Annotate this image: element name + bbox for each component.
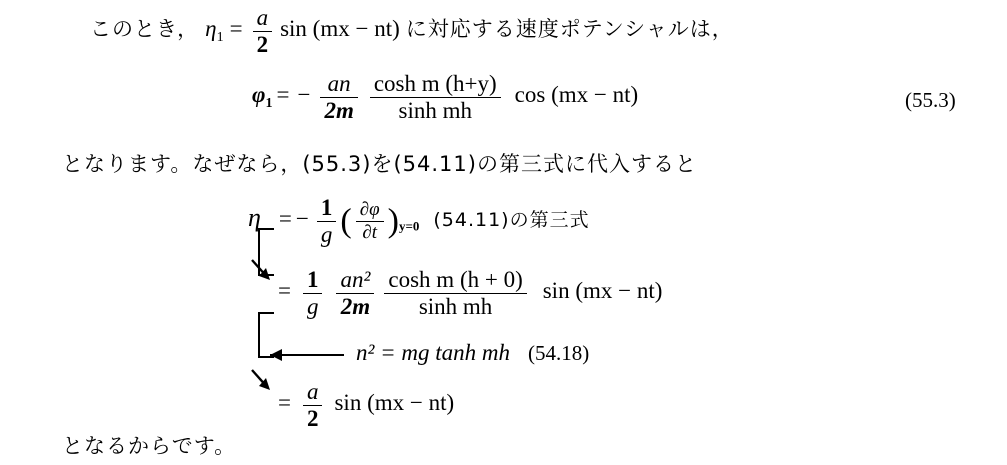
step1-minus: − — [295, 205, 309, 231]
derivation-step-2 — [278, 268, 662, 321]
eq553-frac2-denominator: sinh mh — [398, 97, 472, 123]
eq553-phi-symbol: φ — [252, 81, 266, 107]
derivation-step-1 — [248, 196, 590, 249]
derivation-step-3 — [356, 340, 589, 366]
step1-paren-subscript: y=0 — [398, 218, 420, 234]
arrow-down-icon-2 — [250, 368, 276, 394]
step1-partial-numerator: ∂φ — [356, 199, 384, 221]
step4-sin-term: sin (mx − nt) — [334, 389, 455, 415]
paragraph-line-3: となるからです。 — [62, 434, 237, 458]
line1-frac-denominator: 2 — [256, 31, 269, 57]
step2-frac1-numerator: 1 — [303, 267, 323, 294]
step1-paren-close: ) — [387, 202, 399, 240]
paragraph-line-2: となります。なぜなら，(55.3)を(54.11)の第三式に代入すると — [62, 152, 697, 176]
line1-frac-numerator: a — [253, 5, 273, 32]
step2-frac3-denominator: sinh mh — [418, 293, 493, 319]
line1-equals: = — [229, 15, 243, 41]
step4-frac-numerator: a — [303, 379, 323, 406]
eq553-phi-subscript: 1 — [265, 95, 273, 111]
line1-eta-subscript: 1 — [216, 29, 224, 45]
line1-eta-symbol: η — [205, 15, 217, 41]
step1-annotation: (54.11)の第三式 — [433, 208, 590, 231]
arrow-down-icon-1 — [250, 258, 276, 284]
step4-equals: = — [278, 389, 291, 415]
step4-frac-denominator: 2 — [306, 405, 319, 431]
eq553-cos-term: cos (mx − nt) — [514, 81, 639, 107]
equation-55-3 — [252, 72, 638, 125]
line1-prefix-text: このとき， — [90, 16, 200, 41]
step1-eta-symbol: η — [248, 202, 261, 232]
arrow-left-icon — [270, 354, 344, 356]
eq553-equals: = — [276, 81, 290, 107]
step1-partial-denominator: ∂t — [362, 221, 377, 243]
derivation-step-4 — [278, 380, 454, 433]
paragraph-line-1 — [90, 6, 734, 59]
eq553-frac2-numerator: cosh m (h+y) — [370, 71, 501, 98]
step1-equals: = — [278, 205, 292, 231]
eq553-frac1-denominator: 2m — [324, 97, 354, 123]
step3-equation-number: (54.18) — [528, 341, 590, 365]
eq553-frac1-numerator: an — [320, 71, 357, 98]
step1-frac-numerator: 1 — [317, 195, 337, 222]
step2-frac2-numerator: an² — [336, 267, 374, 294]
equation-number-55-3: (55.3) — [905, 88, 956, 112]
step2-equals: = — [278, 277, 291, 303]
step2-frac3-numerator: cosh m (h + 0) — [384, 267, 526, 294]
step3-equation: n² = mg tanh mh — [356, 340, 511, 365]
line1-sin-term: sin (mx − nt) — [280, 15, 400, 41]
step2-sin-term: sin (mx − nt) — [542, 277, 663, 303]
step2-frac1-denominator: g — [306, 293, 319, 319]
step1-frac-denominator: g — [320, 221, 333, 247]
eq553-minus: − — [297, 81, 311, 107]
step2-frac2-denominator: 2m — [340, 293, 371, 319]
step1-paren-open: ( — [340, 202, 352, 240]
line1-suffix-text: に対応する速度ポテンシャルは， — [405, 16, 734, 41]
